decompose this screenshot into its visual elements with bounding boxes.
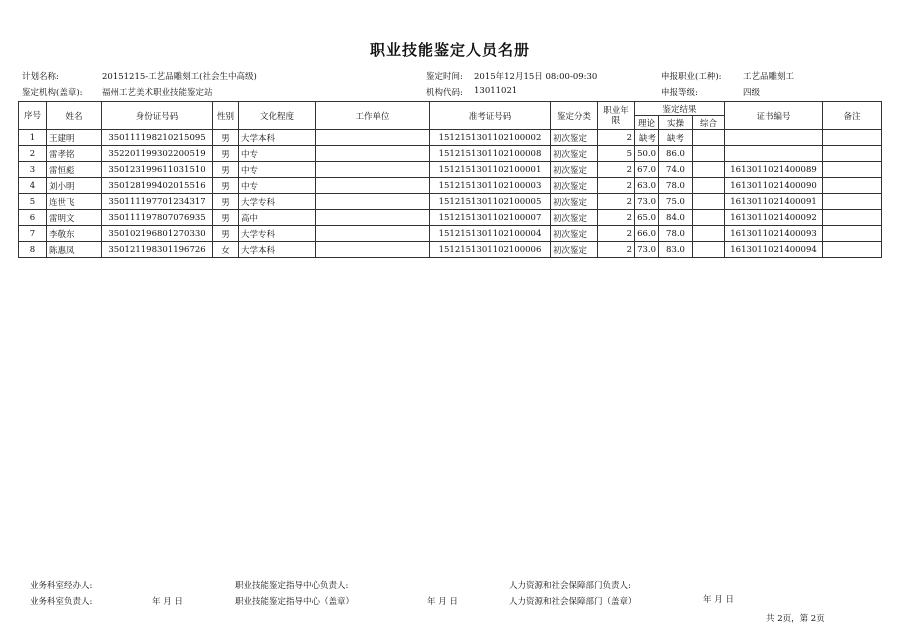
footer-center-head: 职业技能鉴定指导中心负责人: [235, 581, 349, 591]
level-label: 申报等级: [661, 88, 698, 98]
cell-category: 初次鉴定 [551, 130, 598, 146]
page-indicator: 共 2页，第 2页 [766, 614, 825, 624]
org-code-label: 机构代码: [426, 88, 463, 98]
footer-dept-head: 业务科室负责人: [30, 597, 93, 607]
cell-overall [693, 242, 725, 258]
cell-theory: 63.0 [635, 178, 659, 194]
cell-years: 2 [598, 194, 635, 210]
exam-time-label: 鉴定时间: [426, 72, 463, 82]
footer-handler: 业务科室经办人: [30, 581, 93, 591]
table-row [19, 162, 882, 178]
header-category: 鉴定分类 [551, 102, 598, 130]
cell-years: 2 [598, 226, 635, 242]
footer-date-2: 年 月 日 [427, 597, 458, 607]
cell-seq: 3 [19, 162, 47, 178]
level: 四级 [743, 88, 761, 98]
cell-practice: 83.0 [659, 242, 693, 258]
header-seq: 序号 [19, 102, 47, 130]
cell-seq: 6 [19, 210, 47, 226]
cell-education: 中专 [239, 146, 316, 162]
cell-cert: 1613011021400089 [725, 162, 823, 178]
table-row [19, 242, 882, 258]
cell-theory: 65.0 [635, 210, 659, 226]
header-cert: 证书编号 [725, 102, 823, 130]
cell-id: 350102196801270330 [102, 226, 213, 242]
cell-gender: 男 [213, 162, 239, 178]
table-row [19, 146, 882, 162]
cell-workplace [316, 146, 430, 162]
cell-years: 2 [598, 178, 635, 194]
cell-education: 大学专科 [239, 226, 316, 242]
cell-theory: 73.0 [635, 242, 659, 258]
cell-overall [693, 146, 725, 162]
cell-years: 2 [598, 162, 635, 178]
exam-time: 2015年12月15日 08:00-09:30 [474, 72, 598, 82]
cell-theory: 66.0 [635, 226, 659, 242]
roster-table [18, 101, 882, 258]
cell-id: 350111198210215095 [102, 130, 213, 146]
cell-theory: 50.0 [635, 146, 659, 162]
cell-workplace [316, 178, 430, 194]
cell-name: 连世飞 [47, 194, 102, 210]
cell-years: 5 [598, 146, 635, 162]
cell-education: 大学本科 [239, 130, 316, 146]
plan-name-label: 计划名称: [22, 72, 59, 82]
cell-remark [823, 146, 882, 162]
cell-remark [823, 242, 882, 258]
cell-workplace [316, 226, 430, 242]
cell-years: 2 [598, 242, 635, 258]
cell-workplace [316, 162, 430, 178]
cell-id: 350128199402015516 [102, 178, 213, 194]
cell-seq: 1 [19, 130, 47, 146]
cell-cert: 1613011021400091 [725, 194, 823, 210]
occupation-label: 申报职业(工种): [661, 72, 722, 82]
org: 福州工艺美术职业技能鉴定站 [102, 88, 213, 98]
cell-cert: 1613011021400090 [725, 178, 823, 194]
header-id: 身份证号码 [102, 102, 213, 130]
cell-id: 350121198301196726 [102, 242, 213, 258]
cell-practice: 缺考 [659, 130, 693, 146]
cell-cert: 1613011021400092 [725, 210, 823, 226]
cell-name: 王建明 [47, 130, 102, 146]
cell-seq: 8 [19, 242, 47, 258]
footer-date-1: 年 月 日 [152, 597, 183, 607]
cell-practice: 74.0 [659, 162, 693, 178]
plan-name: 20151215-工艺品雕刻工(社会生中高级) [102, 72, 257, 82]
cell-id: 352201199302200519 [102, 146, 213, 162]
cell-remark [823, 226, 882, 242]
table-header-row [19, 102, 882, 116]
header-education: 文化程度 [239, 102, 316, 130]
cell-overall [693, 162, 725, 178]
header-overall: 综合 [693, 116, 725, 130]
cell-workplace [316, 242, 430, 258]
cell-admission: 1512151301102100007 [430, 210, 551, 226]
cell-name: 李敬东 [47, 226, 102, 242]
org-code: 13011021 [474, 86, 518, 96]
cell-years: 2 [598, 210, 635, 226]
header-gender: 性别 [213, 102, 239, 130]
cell-gender: 男 [213, 226, 239, 242]
footer-center-seal: 职业技能鉴定指导中心（盖章） [235, 597, 355, 607]
cell-practice: 75.0 [659, 194, 693, 210]
cell-education: 中专 [239, 178, 316, 194]
cell-admission: 1512151301102100003 [430, 178, 551, 194]
cell-name: 陈惠凤 [47, 242, 102, 258]
cell-practice: 84.0 [659, 210, 693, 226]
header-result: 鉴定结果 [635, 102, 725, 116]
cell-workplace [316, 130, 430, 146]
cell-category: 初次鉴定 [551, 146, 598, 162]
header-years: 职业年限 [598, 102, 635, 130]
cell-theory: 73.0 [635, 194, 659, 210]
cell-id: 350123199611031510 [102, 162, 213, 178]
cell-category: 初次鉴定 [551, 226, 598, 242]
cell-education: 大学本科 [239, 242, 316, 258]
table-row [19, 226, 882, 242]
cell-overall [693, 178, 725, 194]
header-admission: 准考证号码 [430, 102, 551, 130]
cell-education: 中专 [239, 162, 316, 178]
cell-category: 初次鉴定 [551, 210, 598, 226]
footer-date-3: 年 月 日 [703, 595, 734, 605]
header-name: 姓名 [47, 102, 102, 130]
cell-gender: 男 [213, 210, 239, 226]
table-row [19, 210, 882, 226]
cell-overall [693, 130, 725, 146]
cell-workplace [316, 210, 430, 226]
footer-hr-head: 人力资源和社会保障部门负责人: [509, 581, 631, 591]
occupation: 工艺品雕刻工 [743, 72, 795, 82]
cell-name: 雷孝铭 [47, 146, 102, 162]
cell-name: 刘小明 [47, 178, 102, 194]
cell-remark [823, 178, 882, 194]
cell-seq: 2 [19, 146, 47, 162]
cell-admission: 1512151301102100001 [430, 162, 551, 178]
cell-remark [823, 162, 882, 178]
cell-gender: 男 [213, 130, 239, 146]
cell-category: 初次鉴定 [551, 194, 598, 210]
cell-theory: 缺考 [635, 130, 659, 146]
cell-seq: 7 [19, 226, 47, 242]
cell-admission: 1512151301102100008 [430, 146, 551, 162]
cell-education: 大学专科 [239, 194, 316, 210]
page-title: 职业技能鉴定人员名册 [369, 41, 530, 59]
cell-overall [693, 226, 725, 242]
cell-overall [693, 210, 725, 226]
cell-category: 初次鉴定 [551, 242, 598, 258]
cell-admission: 1512151301102100006 [430, 242, 551, 258]
cell-practice: 78.0 [659, 226, 693, 242]
footer-hr-seal: 人力资源和社会保障部门（盖章） [509, 597, 637, 607]
table-row [19, 194, 882, 210]
cell-practice: 78.0 [659, 178, 693, 194]
cell-admission: 1512151301102100005 [430, 194, 551, 210]
header-theory: 理论 [635, 116, 659, 130]
header-practice: 实操 [659, 116, 693, 130]
cell-gender: 男 [213, 178, 239, 194]
cell-cert [725, 130, 823, 146]
cell-id: 350111197807076935 [102, 210, 213, 226]
cell-education: 高中 [239, 210, 316, 226]
cell-name: 雷恒彪 [47, 162, 102, 178]
cell-cert: 1613011021400094 [725, 242, 823, 258]
cell-gender: 男 [213, 194, 239, 210]
cell-practice: 86.0 [659, 146, 693, 162]
header-remark: 备注 [823, 102, 882, 130]
cell-seq: 4 [19, 178, 47, 194]
cell-years: 2 [598, 130, 635, 146]
cell-name: 雷明文 [47, 210, 102, 226]
header-workplace: 工作单位 [316, 102, 430, 130]
cell-workplace [316, 194, 430, 210]
cell-seq: 5 [19, 194, 47, 210]
cell-category: 初次鉴定 [551, 162, 598, 178]
cell-overall [693, 194, 725, 210]
table-row [19, 130, 882, 146]
cell-id: 350111197701234317 [102, 194, 213, 210]
cell-admission: 1512151301102100002 [430, 130, 551, 146]
cell-gender: 女 [213, 242, 239, 258]
cell-remark [823, 210, 882, 226]
cell-remark [823, 130, 882, 146]
cell-theory: 67.0 [635, 162, 659, 178]
cell-cert: 1613011021400093 [725, 226, 823, 242]
cell-remark [823, 194, 882, 210]
table-row [19, 178, 882, 194]
org-label: 鉴定机构(盖章): [22, 88, 83, 98]
cell-cert [725, 146, 823, 162]
cell-category: 初次鉴定 [551, 178, 598, 194]
cell-admission: 1512151301102100004 [430, 226, 551, 242]
cell-gender: 男 [213, 146, 239, 162]
